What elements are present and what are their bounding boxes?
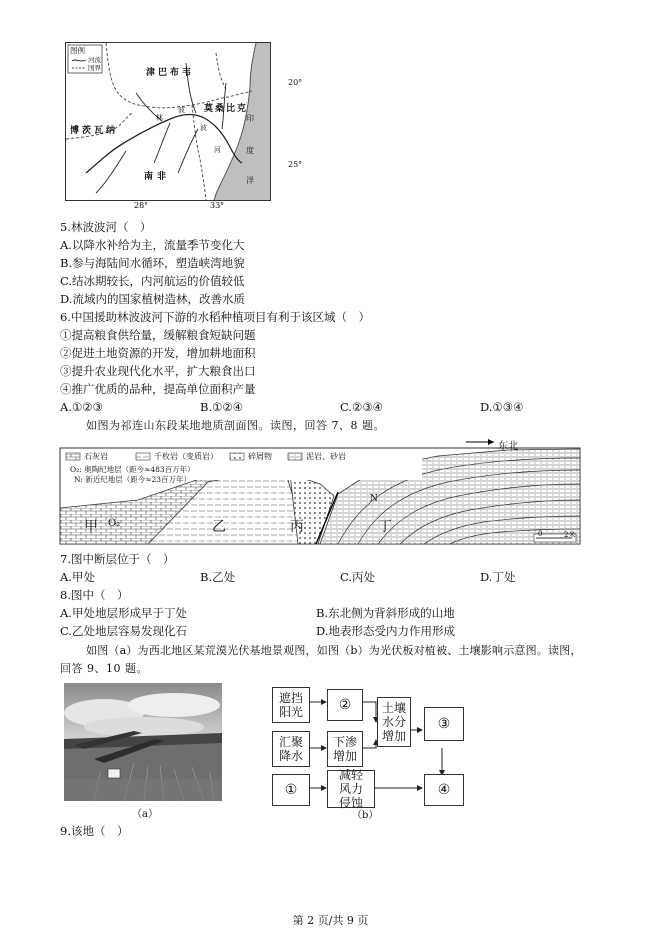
geo-legend-limestone: 石灰岩 xyxy=(84,452,108,461)
flow-box-1: ① xyxy=(272,774,310,806)
ocean-char-3: 洋 xyxy=(246,176,254,185)
lat-25-label: 25° xyxy=(288,160,303,169)
river-char-4: 河 xyxy=(214,146,221,154)
q6-option-d[interactable]: D.①③④ xyxy=(480,400,524,414)
q5-option-c[interactable]: C.结冰期较长，内河航运的价值较低 xyxy=(60,274,245,288)
flow-box-collect: 汇聚 降水 xyxy=(272,731,310,767)
q6-statement-2: ②促进土地资源的开发，增加耕地面积 xyxy=(60,346,256,360)
country-south-africa: 南非 xyxy=(144,172,171,182)
q6-statement-4: ④推广优质的品种，提高单位面积产量 xyxy=(60,382,256,396)
flow-box-soil: 土壤 水分 增加 xyxy=(377,697,411,747)
geo-label-o: O₂ xyxy=(108,518,121,529)
photo-solar-farm xyxy=(64,683,222,801)
q6-option-c[interactable]: C.②③④ xyxy=(340,400,383,414)
flow-box-shade: 遮挡 阳光 xyxy=(272,687,310,723)
q8-stem: 8.图中（ ） xyxy=(60,588,129,602)
q8-option-c[interactable]: C.乙处地层容易发现化石 xyxy=(60,624,188,638)
q6-option-a[interactable]: A.①②③ xyxy=(60,400,103,414)
q7-stem: 7.图中断层位于（ ） xyxy=(60,552,175,566)
map-legend-title: 图例 xyxy=(70,46,85,55)
intro-9-10-line2: 回答 9、10 题。 xyxy=(60,662,148,675)
q5-option-b[interactable]: B.参与海陆间水循环，塑造峡湾地貌 xyxy=(60,256,245,270)
intro-9-10-line1: 如图（a）为西北地区某荒漠光伏基地景观图，如图（b）为光伏板对植被、土壤影响示意图。读图， xyxy=(86,644,582,657)
geo-scale-2: 2米 xyxy=(564,531,576,539)
geo-scale-0: 0 xyxy=(538,530,543,538)
ocean-char-1: 印 xyxy=(246,114,254,123)
q7-option-a[interactable]: A.甲处 xyxy=(60,570,95,584)
q5-option-a[interactable]: A.以降水补给为主，流量季节变化大 xyxy=(60,238,245,252)
fig-a-caption: （a） xyxy=(132,809,158,820)
geo-label-jia: 甲 xyxy=(84,519,98,535)
map-legend-river: 河流 xyxy=(88,56,101,64)
geo-label-ding: 丁 xyxy=(378,519,392,535)
q6-stem: 6.中国援助林波波河下游的水稻种植项目有利于该区域（ ） xyxy=(60,310,370,324)
map-figure xyxy=(65,42,271,201)
geo-legend-phyllite: 千枚岩（变质岩） xyxy=(154,452,218,461)
q9-stem: 9.该地（ ） xyxy=(60,824,129,838)
ocean-char-2: 度 xyxy=(246,146,254,155)
flow-box-4: ④ xyxy=(424,774,464,806)
flow-box-2: ② xyxy=(327,689,363,721)
intro-7-8: 如图为祁连山东段某地地质剖面图。读图，回答 7、8 题。 xyxy=(86,419,385,432)
q5-option-d[interactable]: D.流域内的国家植树造林，改善水质 xyxy=(60,292,245,306)
q8-option-b[interactable]: B.东北侧为背斜形成的山地 xyxy=(316,606,455,620)
map-legend-border: 国界 xyxy=(88,64,101,72)
q8-option-d[interactable]: D.地表形态受内力作用形成 xyxy=(316,624,455,638)
lat-20-label: 20° xyxy=(288,78,303,87)
lon-28-label: 28° xyxy=(134,201,149,210)
geo-label-bing: 丙 xyxy=(290,519,304,535)
q6-statement-1: ①提高粮食供给量，缓解粮食短缺问题 xyxy=(60,328,256,342)
q7-option-b[interactable]: B.乙处 xyxy=(200,570,236,584)
country-mozambique: 莫桑比克 xyxy=(204,104,249,114)
geo-legend-mudstone: 泥岩、砂岩 xyxy=(306,452,346,461)
geo-legend-n: N: 新近纪地层（距今≈23百万年） xyxy=(74,475,192,484)
river-char-3: 波 xyxy=(200,124,207,132)
country-botswana: 博茨瓦纳 xyxy=(70,126,119,136)
river-char-1: 林 xyxy=(156,114,163,122)
ocean-area xyxy=(214,43,270,200)
flow-box-wind: 减轻 风力 侵蚀 xyxy=(327,770,375,808)
q7-option-c[interactable]: C.丙处 xyxy=(340,570,376,584)
geo-legend-o: O₂: 奥陶纪地层（距今≈483百万年） xyxy=(70,465,195,474)
geo-label-yi: 乙 xyxy=(212,519,226,535)
country-zimbabwe: 津巴布韦 xyxy=(146,68,195,78)
q6-statement-3: ③提升农业现代化水平，扩大粮食出口 xyxy=(60,364,256,378)
page-footer: 第 2 页/共 9 页 xyxy=(292,914,369,927)
q8-option-a[interactable]: A.甲处地层形成早于丁处 xyxy=(60,606,187,620)
q5-stem: 5.林波波河（ ） xyxy=(60,220,152,234)
fig-b-caption: （b） xyxy=(352,810,379,821)
flow-box-3: ③ xyxy=(424,707,464,741)
flow-box-infiltrate: 下渗 增加 xyxy=(327,731,363,767)
q7-option-d[interactable]: D.丁处 xyxy=(480,570,516,584)
geo-north-label: 东北 xyxy=(498,441,518,452)
q6-option-b[interactable]: B.①②④ xyxy=(200,400,244,414)
geo-legend-clastic: 碎屑物 xyxy=(248,452,272,461)
river-char-2: 波 xyxy=(178,106,185,114)
lon-33-label: 33° xyxy=(210,201,225,210)
geo-label-n: N xyxy=(370,494,378,504)
